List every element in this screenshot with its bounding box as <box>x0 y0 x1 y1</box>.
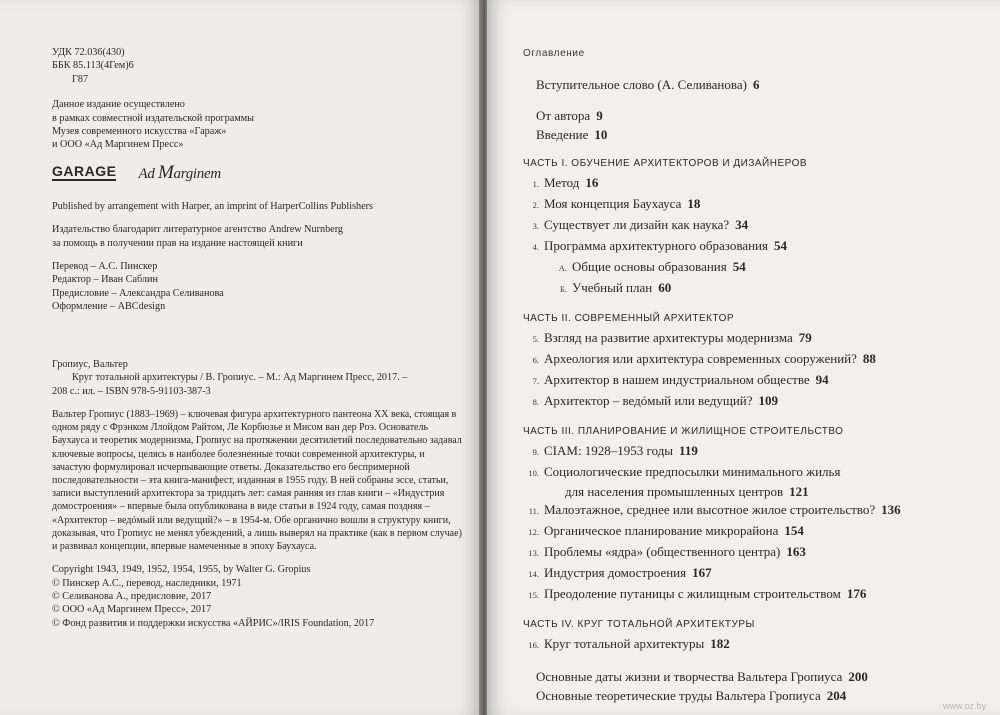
annotation-text: Вальтер Гропиус (1883–1969) – ключевая фигура архитектурного пантеона XX века, стоящая в одном ряду с Фрэнком Ллойдом Райтом, Ле Корбюзье и Мисом ван дер Роэ. Основатель Баухауса и теоретик модернизма, Гропиус на протяжении десятилетий последовательно задавал ключевые вопросы, целясь в наиболее болезненные точки современной архитектуры, и зачастую формулировал исчерпывающие ответы. Доказательство его беспримерной последовательности – эта книга-манифест, изданная в 1955 году. В ней собраны эссе, статьи, записи выступлений архитектора за тридцать лет: самая ранняя из глав книги – «Индустрия домостроения» – впервые была опубликована в виде статьи в 1924 году, самая поздняя – «Архитектор – ведóмый или ведущий?» – в 1954-м. Обе органично вошли в структуру книги, доказывая, что Гропиус не менял убеждений, а лишь выверял на практике (как в первом случае) и развивал концепции, впервые намеченные в эпоху Баухауса. <box>52 408 462 552</box>
toc-entry <box>523 278 980 299</box>
toc-entry <box>523 173 980 194</box>
toc-entry-continuation <box>523 483 980 500</box>
toc-number: 16. <box>528 640 539 650</box>
toc-part-heading: ЧАСТЬ I. ОБУЧЕНИЕ АРХИТЕКТОРОВ И ДИЗАЙНЕРОВ <box>523 158 808 169</box>
udk-block: УДК 72.036(430) ББК 85.113(4Гем)6 Г87 <box>52 47 134 85</box>
catalog-entry: Гропиус, Вальтер Круг тотальной архитектуры / В. Гропиус. – М.: Ад Маргинем Пресс, 2017. – 208 с.: ил. – ISBN 978-5-91103-387-3 <box>52 358 408 397</box>
toc-title: Взгляд на развитие архитектуры модернизма <box>544 330 793 345</box>
thanks-note: Издательство благодарит литературное агентство Andrew Nurnberg за помощь в получении прав на издание настоящей книги <box>52 224 343 249</box>
toc-page: 136 <box>881 502 901 517</box>
toc-page: 163 <box>786 544 806 559</box>
toc-number: 14. <box>528 569 539 579</box>
left-page <box>0 0 483 715</box>
toc-entry <box>523 257 980 278</box>
toc-page: 176 <box>846 586 867 601</box>
toc-entry <box>523 634 980 655</box>
toc-title: Программа архитектурного образования <box>544 238 768 253</box>
toc-title: Учебный план <box>572 280 653 295</box>
spacer <box>523 655 980 667</box>
toc-number: 5. <box>532 334 539 344</box>
toc-title: Социологические предпосылки минимального жилья <box>544 464 841 479</box>
toc-entry <box>523 215 980 236</box>
garage-logo: GARAGE <box>52 163 117 180</box>
spacer <box>523 94 980 106</box>
toc-entry <box>523 391 980 412</box>
toc-number: 15. <box>528 590 539 600</box>
imprint-note: Данное издание осуществлено в рамках совместной издательской программы Музея современного искусства «Гараж» и ООО «Ад Маргинем Пресс» <box>52 99 255 151</box>
toc-title: Археология или архитектура современных сооружений? <box>544 351 857 366</box>
toc-page: 200 <box>848 669 868 684</box>
toc-entry <box>523 500 980 521</box>
toc-entry <box>523 667 980 686</box>
credits: Перевод – А.С. Пинскер Редактор – Иван Саблин Предисловие – Александра Селиванова Оформление – ABCdesign <box>52 261 224 313</box>
toc-number: 2. <box>532 200 539 210</box>
toc-entry <box>523 542 980 563</box>
toc-entry <box>523 462 980 483</box>
toc-title: Общие основы образования <box>572 259 727 274</box>
toc-title: CIAM: 1928–1953 годы <box>544 443 674 458</box>
toc-page: 154 <box>784 523 804 538</box>
toc-page: 79 <box>798 330 812 345</box>
toc-title: Архитектор – ведóмый или ведущий? <box>544 393 753 408</box>
toc-title: Введение <box>536 127 589 142</box>
toc-title: Архитектор в нашем индустриальном обществе <box>544 372 810 387</box>
toc-page: 60 <box>658 280 672 295</box>
copyright: Copyright 1943, 1949, 1952, 1954, 1955, by Walter G. Gropius © Пинскер А.С., перевод, наследники, 1971 © Селиванова А., предисловие, 2017 © ООО «Ад Маргинем Пресс», 2017 © Фонд развития и поддержки искусства «АЙРИС»/IRIS Foundation, 2017 <box>52 564 375 629</box>
toc-number: 1. <box>532 179 539 189</box>
toc-page: 204 <box>826 688 847 703</box>
toc-entry <box>523 75 980 94</box>
toc-number: 4. <box>532 242 539 252</box>
toc-entry <box>523 563 980 584</box>
toc-entry <box>523 370 980 391</box>
toc-entry <box>523 194 980 215</box>
toc-title: Основные теоретические труды Вальтера Гропиуса <box>536 688 821 703</box>
toc-page: 18 <box>687 196 701 211</box>
toc-page: 167 <box>692 565 712 580</box>
toc-title: Проблемы «ядра» (общественного центра) <box>544 544 781 559</box>
toc-number: 9. <box>532 447 539 457</box>
toc-page: 10 <box>594 127 608 142</box>
toc-number: 13. <box>528 548 539 558</box>
toc-title: Существует ли дизайн как наука? <box>544 217 730 232</box>
toc-heading: Оглавление <box>523 48 585 59</box>
toc-number: 8. <box>532 397 539 407</box>
ad-marginem-logo: Ad Marginem <box>138 161 221 183</box>
toc-page: 121 <box>789 484 809 499</box>
toc-entry <box>523 328 980 349</box>
toc-page: 182 <box>710 636 730 651</box>
toc-entry <box>523 441 980 462</box>
toc-number: 7. <box>532 376 539 386</box>
toc-entry <box>523 349 980 370</box>
table-of-contents <box>523 75 980 705</box>
toc-page: 34 <box>735 217 749 232</box>
toc-part-heading: ЧАСТЬ II. СОВРЕМЕННЫЙ АРХИТЕКТОР <box>523 313 735 324</box>
toc-page: 54 <box>732 259 746 274</box>
toc-page: 16 <box>585 175 599 190</box>
toc-part-heading: ЧАСТЬ III. ПЛАНИРОВАНИЕ И ЖИЛИЩНОЕ СТРОИТЕЛЬСТВО <box>523 426 844 437</box>
toc-entry <box>523 521 980 542</box>
toc-number: 6. <box>532 355 539 365</box>
toc-number: 12. <box>528 527 539 537</box>
right-page <box>487 0 1000 715</box>
toc-title: Метод <box>544 175 580 190</box>
toc-number: 3. <box>532 221 539 231</box>
toc-title: Моя концепция Баухауса <box>544 196 682 211</box>
toc-title: Преодоление путаницы с жилищным строительством <box>544 586 841 601</box>
toc-number: А. <box>558 263 567 273</box>
toc-page: 9 <box>596 108 603 123</box>
toc-entry <box>523 106 980 125</box>
toc-entry <box>523 236 980 257</box>
watermark: www.oz.by <box>942 701 986 711</box>
toc-page: 54 <box>774 238 787 253</box>
toc-page: 109 <box>758 393 779 408</box>
toc-number: Б. <box>559 284 567 294</box>
toc-entry <box>523 584 980 605</box>
published-note: Published by arrangement with Harper, an imprint of HarperCollins Publishers <box>52 200 374 212</box>
publisher-logos <box>52 162 463 184</box>
toc-page: 6 <box>752 77 760 92</box>
toc-entry <box>523 686 980 705</box>
toc-number: 10. <box>528 468 539 478</box>
toc-title: Малоэтажное, среднее или высотное жилое строительство? <box>544 502 876 517</box>
toc-part-heading: ЧАСТЬ IV. КРУГ ТОТАЛЬНОЙ АРХИТЕКТУРЫ <box>523 619 755 630</box>
toc-page: 88 <box>862 351 876 366</box>
toc-title: Индустрия домостроения <box>544 565 687 580</box>
toc-number: 11. <box>528 506 539 516</box>
toc-page: 94 <box>815 372 829 387</box>
toc-title-cont: для населения промышленных центров <box>565 484 784 499</box>
toc-title: Органическое планирование микрорайона <box>544 523 779 538</box>
toc-title: Круг тотальной архитектуры <box>544 636 705 651</box>
toc-title: Вступительное слово (А. Селиванова) <box>536 77 747 92</box>
toc-title: От автора <box>536 108 591 123</box>
toc-entry <box>523 125 980 144</box>
toc-page: 119 <box>679 443 698 458</box>
toc-title: Основные даты жизни и творчества Вальтера Гропиуса <box>536 669 843 684</box>
